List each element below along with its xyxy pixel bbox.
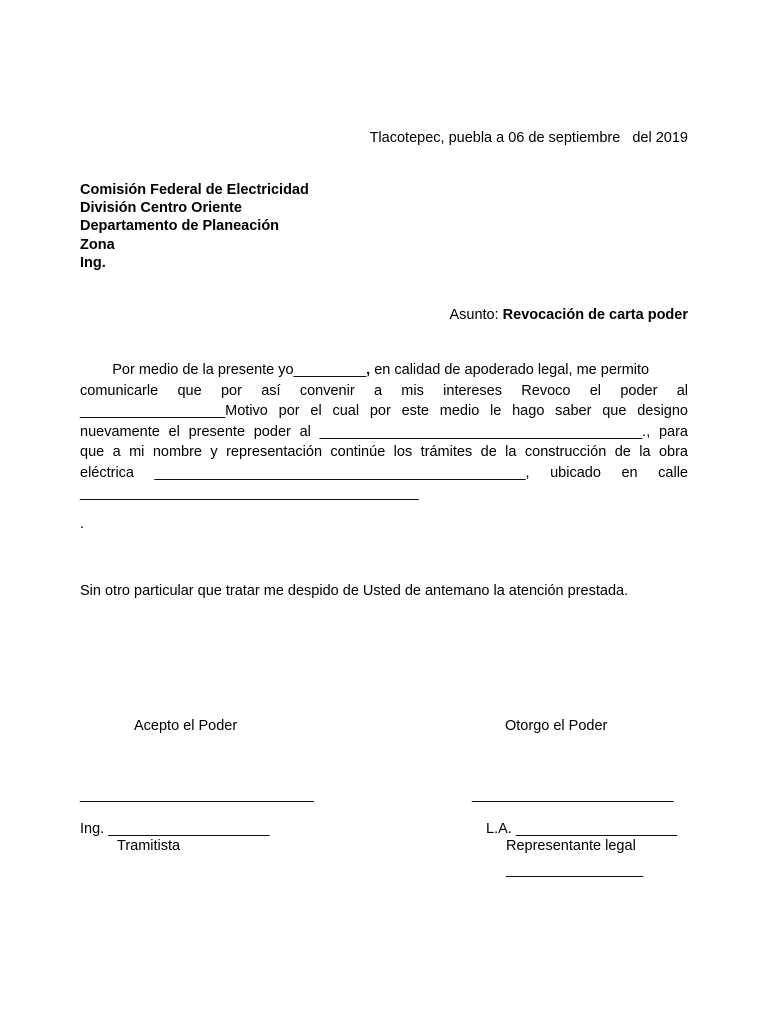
right-signature-line: _________________________ bbox=[472, 787, 674, 803]
letter-body bbox=[80, 360, 688, 534]
right-extra-signature-line: _________________ bbox=[506, 862, 644, 878]
left-signature-name: Ing. ____________________ bbox=[80, 821, 270, 837]
subject-line bbox=[449, 306, 688, 324]
body-line-1 bbox=[80, 360, 688, 381]
recipient-line-3: Departamento de Planeación bbox=[80, 218, 280, 234]
left-signature-role: Tramitista bbox=[117, 838, 181, 854]
right-signature-name: L.A. ____________________ bbox=[486, 821, 678, 837]
left-signature-heading: Acepto el Poder bbox=[134, 718, 238, 734]
body-line-5: que a mi nombre y representación continúe los trámites de la construcción de la obra bbox=[80, 444, 688, 460]
left-signature-line: _____________________________ bbox=[80, 787, 314, 803]
body-line-1-comma: , bbox=[366, 362, 371, 378]
subject-value: Revocación de carta poder bbox=[502, 307, 688, 323]
right-signature-role: Representante legal bbox=[506, 838, 636, 854]
body-line-1-start: Por medio de la presente yo_________ bbox=[80, 362, 367, 378]
body-line-7: __________________________________________ bbox=[80, 485, 419, 501]
body-line-6: eléctrica ______________________________________________, ubicado en calle bbox=[80, 464, 688, 481]
recipient-line-5: Ing. bbox=[80, 255, 106, 271]
recipient-line-2: División Centro Oriente bbox=[80, 200, 242, 216]
body-line-3: __________________Motivo por el cual por este medio le hago saber que designo bbox=[80, 403, 688, 419]
body-line-4: nuevamente el presente poder al ________________________________________., para bbox=[80, 423, 688, 440]
recipient-line-4: Zona bbox=[80, 237, 115, 253]
date-line: Tlacotepec, puebla a 06 de septiembre del 2019 bbox=[369, 130, 688, 146]
closing-line: Sin otro particular que tratar me despido de Usted de antemano la atención prestada. bbox=[80, 583, 629, 599]
right-signature-heading: Otorgo el Poder bbox=[505, 718, 608, 734]
body-line-1-end: en calidad de apoderado legal, me permito bbox=[370, 362, 650, 378]
body-line-8: . bbox=[80, 515, 85, 532]
subject-label: Asunto: bbox=[449, 307, 503, 323]
body-line-2: comunicarle que por así convenir a mis intereses Revoco el poder al bbox=[80, 382, 688, 399]
recipient-line-1: Comisión Federal de Electricidad bbox=[80, 182, 309, 198]
